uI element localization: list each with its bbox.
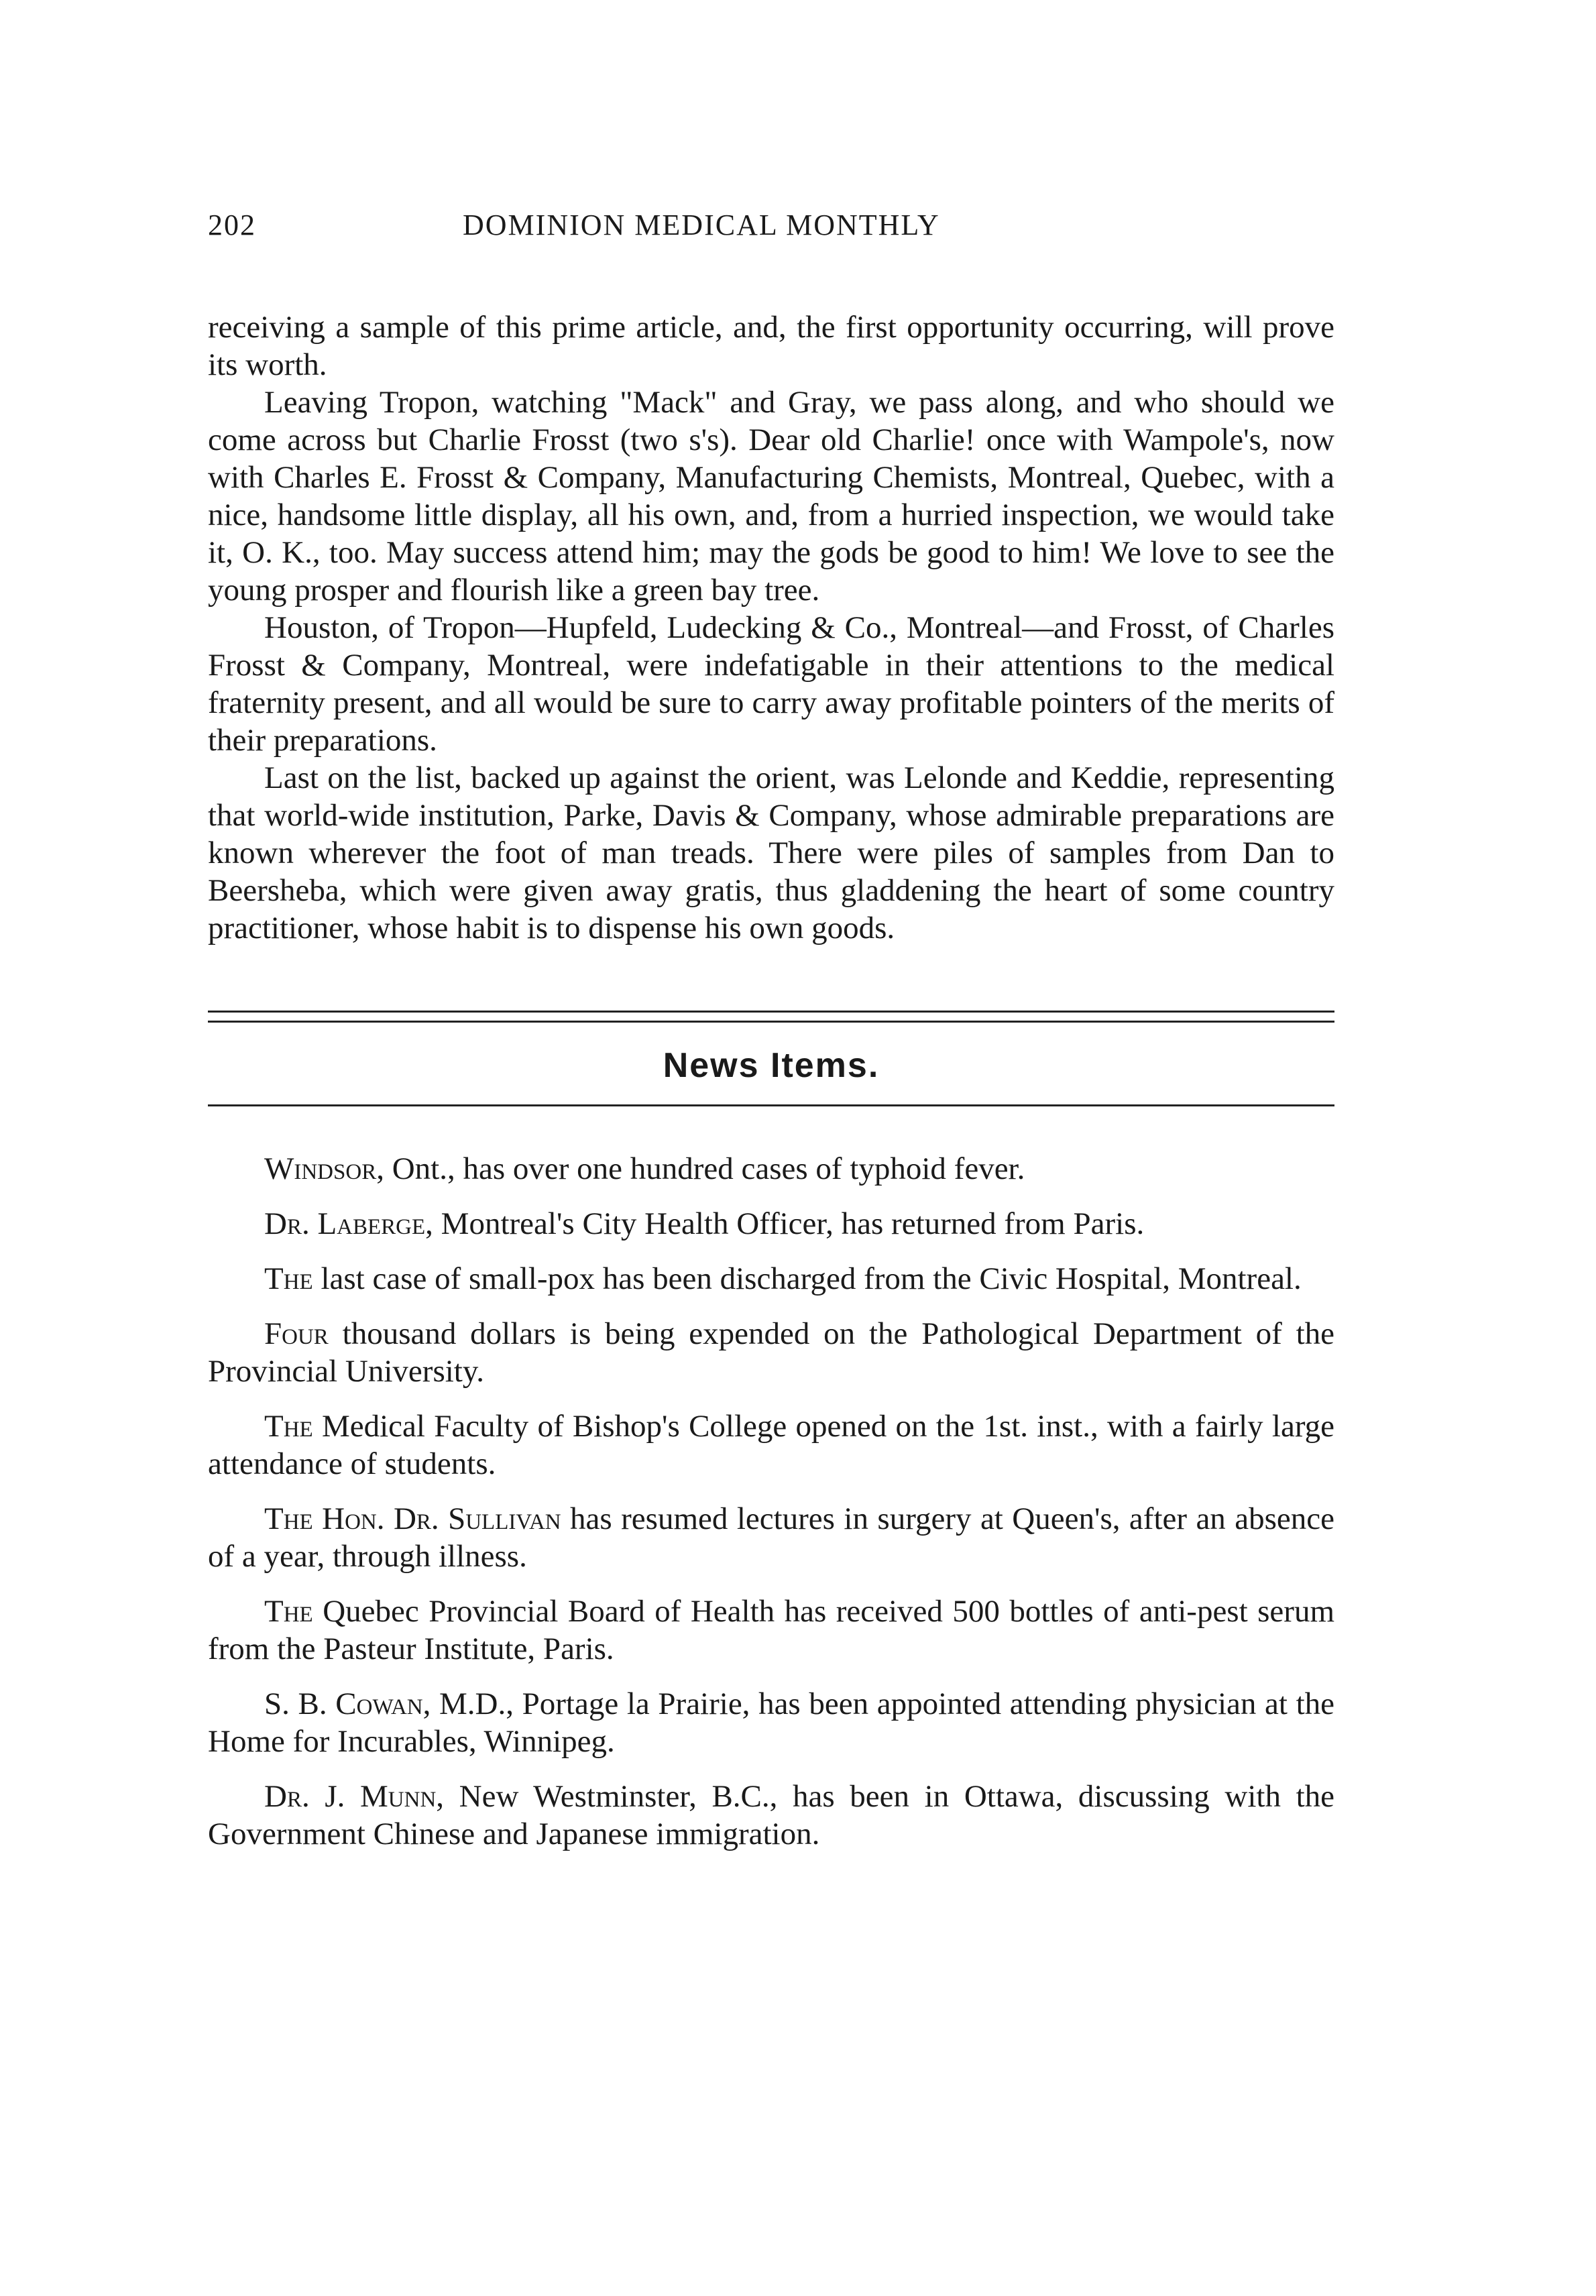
news-item-lead: The bbox=[264, 1409, 313, 1444]
news-item-lead: Dr. J. Munn, bbox=[264, 1779, 445, 1814]
news-item-text: M.D., Portage la Prairie, has been appointed attending physician at the Home for Incurables, Winnipeg. bbox=[208, 1686, 1334, 1759]
article-paragraph: Leaving Tropon, watching "Mack" and Gray, we pass along, and who should we come across but Charlie Frosst (two s's). Dear old Charlie! once with Wampole's, now with Charles E. Frosst & Company, Manufacturing Chemists, Montreal, Quebec, with a nice, handsome little display, all his own, and, from a hurried inspection, we would take it, O. K., too. May success attend him; may the gods be good to him! We love to see the young prosper and flourish like a green bay tree. bbox=[208, 385, 1334, 608]
news-item-lead: Windsor, bbox=[264, 1151, 384, 1186]
running-head bbox=[208, 208, 1334, 248]
page bbox=[208, 208, 1334, 1870]
news-item bbox=[208, 1593, 1334, 1668]
article-body bbox=[208, 308, 1334, 947]
news-items-heading: News Items. bbox=[663, 1046, 880, 1085]
news-item-lead: The Hon. Dr. Sullivan bbox=[264, 1501, 561, 1536]
divider-rule bbox=[208, 1011, 1334, 1013]
news-item-text: Medical Faculty of Bishop's College opened on the 1st. inst., with a fairly large attendance of students. bbox=[208, 1409, 1334, 1481]
news-item-lead: The bbox=[264, 1261, 313, 1296]
news-item-lead: Four bbox=[264, 1316, 329, 1351]
section-divider bbox=[208, 1011, 1334, 1023]
heading-rule bbox=[208, 1104, 1334, 1106]
news-item bbox=[208, 1408, 1334, 1483]
news-item bbox=[208, 1205, 1334, 1243]
news-item bbox=[208, 1685, 1334, 1760]
news-items-list bbox=[208, 1150, 1334, 1853]
news-item bbox=[208, 1260, 1334, 1298]
page-number: 202 bbox=[208, 209, 256, 241]
news-item bbox=[208, 1500, 1334, 1575]
journal-title: DOMINION MEDICAL MONTHLY bbox=[463, 209, 940, 241]
divider-rule bbox=[208, 1021, 1334, 1023]
article-paragraph: Houston, of Tropon—Hupfeld, Ludecking & Co., Montreal—and Frosst, of Charles Frosst & Company, Montreal, were indefatigable in their attentions to the medical fraternity present, and all would be sure to carry away profitable pointers of the merits of their preparations. bbox=[208, 610, 1334, 758]
news-item-lead: Dr. Laberge, bbox=[264, 1206, 433, 1241]
news-item-text: Ont., has over one hundred cases of typhoid fever. bbox=[384, 1151, 1025, 1186]
news-item-lead: S. B. Cowan, bbox=[264, 1686, 431, 1721]
news-item-lead: The bbox=[264, 1594, 313, 1629]
news-item-text: last case of small-pox has been discharged from the Civic Hospital, Montreal. bbox=[312, 1261, 1302, 1296]
news-item bbox=[208, 1778, 1334, 1853]
news-item-text: Quebec Provincial Board of Health has received 500 bottles of anti-pest serum from the Pasteur Institute, Paris. bbox=[208, 1594, 1334, 1666]
news-item-text: has resumed lectures in surgery at Queen's, after an absence of a year, through illness. bbox=[208, 1501, 1334, 1574]
news-item bbox=[208, 1150, 1334, 1188]
news-item-text: thousand dollars is being expended on the Pathological Department of the Provincial University. bbox=[208, 1316, 1334, 1389]
news-item bbox=[208, 1315, 1334, 1390]
news-item-text: Montreal's City Health Officer, has returned from Paris. bbox=[433, 1206, 1145, 1241]
article-paragraph: Last on the list, backed up against the orient, was Lelonde and Keddie, representing that world-wide institution, Parke, Davis & Company, whose admirable preparations are known wherever the foot of man treads. There were piles of samples from Dan to Beersheba, which were given away gratis, thus gladdening the heart of some country practitioner, whose habit is to dispense his own goods. bbox=[208, 760, 1334, 945]
article-paragraph: receiving a sample of this prime article, and, the first opportunity occurring, will prove its worth. bbox=[208, 310, 1334, 382]
news-item-text: New Westminster, B.C., has been in Ottawa, discussing with the Government Chinese and Japanese immigration. bbox=[208, 1779, 1334, 1851]
